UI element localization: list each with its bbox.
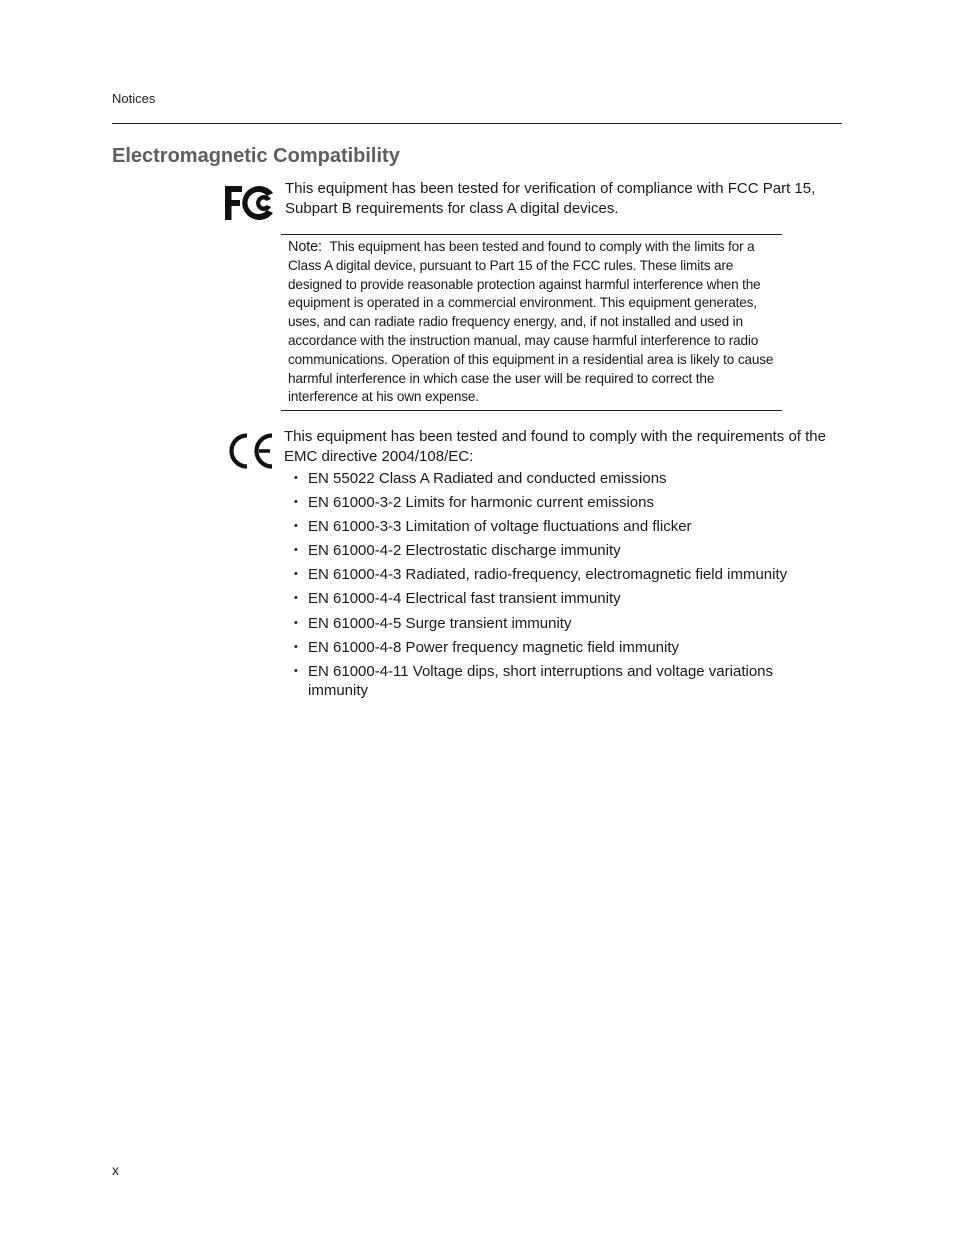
bullet-icon: • [294,640,298,653]
standard-label: EN 61000-4-3 Radiated, radio-frequency, electromagnetic field immunity [308,566,788,584]
list-item [294,493,824,513]
bullet-icon: • [294,472,298,484]
standard-label: EN 55022 Class A Radiated and conducted emissions [308,470,667,487]
page-number: x [112,1162,119,1178]
bullet-icon: • [294,592,298,605]
standard-label: EN 61000-4-8 Power frequency magnetic field immunity [308,638,680,656]
bullet-icon: • [294,616,298,629]
bullet-icon: • [294,664,298,677]
fcc-statement: This equipment has been tested for verification of compliance with FCC Part 15, Subpart B requirements for class A digital devices. [285,180,816,217]
ce-statement: This equipment has been tested and found to comply with the requirements of the EMC directive 2004/108/EC: [284,428,826,465]
standard-label: EN 61000-3-3 Limitation of voltage fluctuations and flicker [308,518,692,536]
list-item [294,565,824,585]
list-item [294,517,824,537]
note-label: Note: [288,239,322,255]
list-item [294,541,824,561]
fcc-note-box [281,234,782,411]
list-item [294,614,824,634]
running-header: Notices [112,91,156,106]
bullet-icon: • [294,520,298,533]
bullet-icon: • [294,544,298,557]
ce-mark-icon [226,432,276,470]
list-item [294,589,824,609]
bullet-icon: • [294,496,298,509]
section-title: Electromagnetic Compatibility [112,145,400,167]
standard-label: EN 61000-4-5 Surge transient immunity [308,614,572,632]
note-body: This equipment has been tested and found to comply with the limits for a Class A digital device, pursuant to Part 15 of the FCC rules. These limits are designed to provide reasonable protection against harmful interference when the equipment is operated in a commercial environment. This equipment generates, uses, and can radiate radio frequency energy, and, if not installed and used in accordance with the instruction manual, may cause harmful interference to radio communications. Operation of this equipment in a residential area is likely to cause harmful interference in which case the user will be required to correct the interference at his own expense. [288,239,774,405]
standard-label: EN 61000-3-2 Limits for harmonic current emissions [308,494,654,512]
standard-label: EN 61000-4-4 Electrical fast transient immunity [308,590,621,608]
list-item [294,662,824,701]
standards-list [294,469,824,705]
list-item [294,638,824,658]
standard-label: EN 61000-4-11 Voltage dips, short interruptions and voltage variations immunity [308,662,774,700]
fcc-logo-icon [224,184,276,222]
bullet-icon: • [294,568,298,581]
header-rule [112,123,842,124]
fcc-note [288,238,776,407]
list-item [294,469,824,489]
standard-label: EN 61000-4-2 Electrostatic discharge immunity [308,542,621,560]
